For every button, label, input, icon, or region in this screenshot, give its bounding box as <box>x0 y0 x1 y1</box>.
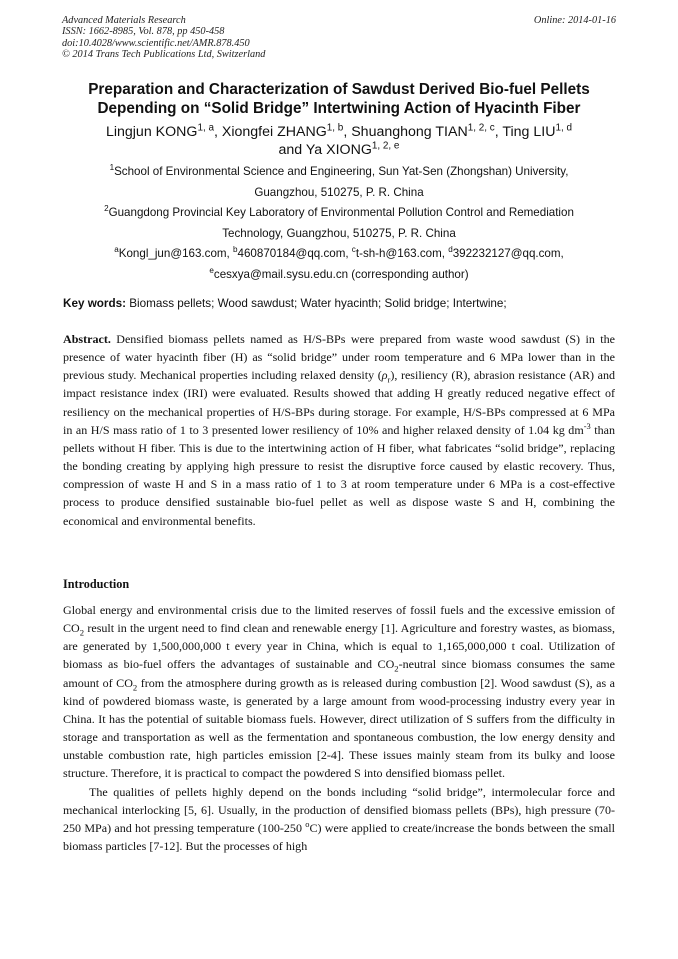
title-line-1: Preparation and Characterization of Sawdust Derived Bio-fuel Pellets <box>88 81 590 98</box>
abstract-text: ), resiliency (R), abrasion resistance (AR) and impact resistance index (IRI) were evaluated. Results showed that adding H greatly reduced negative effect of resiliency on the mechanical properties of H/S-BPs during storage. For example, H/S-BPs compressed at 6 MPa in an H/S mass ratio of 1 to 3 presented lower resiliency of 10% and higher relaxed density of 1.04 kg dm <box>63 368 615 437</box>
affiliation-text: School of Environmental Science and Engineering, Sun Yat-Sen (Zhongshan) University, <box>114 165 569 178</box>
paragraph-text: C) were applied to create/increase the bonds between the small biomass particles [7-12]. But the processes of high <box>63 820 615 854</box>
rho-subscript: r <box>387 374 391 385</box>
abstract-text: Densified biomass pellets named as H/S-BPs were prepared from waste wood sawdust (S) in the presence of water hyacinth fiber (H) as “solid bridge” under room temperature and 6 MPa lower than in the previous study. Mechanical properties including relaxed density ( <box>63 332 615 383</box>
paragraph-text: The qualities of pellets highly depend on the bonds including “solid bridge”, intermolecular force and mechanical interlocking [5, 6]. Usually, in the production of densified biomass pellets (BPs), high pressure (70-250 MPa) and hot pressing temperature (100-250 <box>63 784 615 835</box>
author-affil-marker: 1, d <box>555 122 573 134</box>
keywords-label: Key words: <box>63 297 126 310</box>
paper-title <box>40 80 638 118</box>
abstract-label: Abstract. <box>63 332 111 346</box>
author-name: Shuanghong TIAN <box>351 124 468 140</box>
author-separator: , <box>494 124 503 140</box>
abstract-text: than pellets without H fiber. This is due to the intertwining action of H fiber, what fabricates “solid bridge”, replacing the bonding creating by applying high pressure to resist the disruptive force caused by elastic recovery. Thus, compression of waste H and S in a mass ratio of 1 to 3 at room temperature under 6 MPa is a cost-effective process to produce densified sustainable bio-fuel pellet as well as dispose waste S and H, combining the economical and environmental benefits. <box>63 422 615 528</box>
journal-header <box>62 15 422 60</box>
affiliation-2 <box>40 203 638 224</box>
email-line <box>40 244 638 265</box>
abstract <box>63 330 615 530</box>
section-heading-introduction: Introduction <box>63 577 130 591</box>
co2-subscript: 2 <box>394 663 399 674</box>
co2-subscript: 2 <box>79 627 85 638</box>
author-name: Xiongfei ZHANG <box>221 124 327 140</box>
title-line-2: Depending on “Solid Bridge” Intertwining Action of Hyacinth Fiber <box>97 100 581 117</box>
email-marker: b <box>233 245 238 255</box>
email-marker: c <box>351 245 356 255</box>
author-name: Ting LIU <box>502 124 556 140</box>
unit-superscript: -3 <box>583 420 591 431</box>
author-name: Ya XIONG <box>305 142 372 158</box>
introduction-body <box>63 601 615 855</box>
email-marker: d <box>448 245 453 255</box>
author-affil-marker: 1, b <box>326 122 344 134</box>
email-address[interactable]: t-sh-h@163.com, <box>355 247 449 261</box>
affiliation-number: 1 <box>109 163 115 173</box>
online-date: Online: 2014-01-16 <box>533 15 616 26</box>
paragraph <box>63 783 615 856</box>
author-conjunction: and <box>278 142 306 158</box>
email-address[interactable]: 460870184@qq.com, <box>237 247 352 261</box>
keywords <box>63 296 623 311</box>
affiliation-number: 2 <box>104 204 109 214</box>
journal-name: Advanced Materials Research <box>62 15 186 26</box>
email-address[interactable]: cesxya@mail.sysu.edu.cn (corresponding author) <box>213 267 469 281</box>
issn-line: ISSN: 1662-8985, Vol. 878, pp 450-458 <box>62 26 225 38</box>
affiliation-1 <box>40 162 638 183</box>
paragraph-text: from the atmosphere during growth as is released during combustion [2]. Wood sawdust (S), as a kind of powdered biomass waste, is generated by a large amount from wood-processing industry every year in China. It has the potential of suitable biomass fuels. However, direct utilization of S suffers from the difficulty in storage and transportation as well as the fermentation and spontaneous combustion, the low energy density and unstable combustion rate, high particles emission [2-4]. These issues mainly steam from its bulky and loose structure. Therefore, it is practical to compact the powdered S into densified biomass pellet. <box>63 675 615 781</box>
email-line-2 <box>40 265 638 286</box>
author-affil-marker: 1, 2, e <box>371 140 400 152</box>
affiliation-2-cont: Technology, Guangzhou, 510275, P. R. China <box>222 226 456 240</box>
affiliation-text: Guangdong Provincial Key Laboratory of Environmental Pollution Control and Remediation <box>108 206 574 220</box>
paragraph-text: -neutral since biomass consumes the same amount of CO <box>63 657 615 690</box>
keywords-text: Biomass pellets; Wood sawdust; Water hyacinth; Solid bridge; Intertwine; <box>126 297 507 310</box>
author-affil-marker: 1, 2, c <box>467 122 495 134</box>
degree-superscript: o <box>305 818 310 829</box>
affiliations <box>40 162 638 286</box>
copyright-line: © 2014 Trans Tech Publications Ltd, Switzerland <box>62 48 266 60</box>
paragraph <box>63 601 615 783</box>
co2-subscript: 2 <box>132 682 138 693</box>
email-address[interactable]: Kongl_jun@163.com, <box>118 247 234 261</box>
email-marker: e <box>209 266 214 276</box>
doi-line: doi:10.4028/www.scientific.net/AMR.878.450 <box>62 37 250 49</box>
author-separator: , <box>214 124 222 140</box>
paragraph-text: result in the urgent need to find clean and renewable energy [1]. Agriculture and forestry wastes, as biomass, are generated by 1,500,000,000 t every year in China, which is equal to 1,165,000,000 t coal. Utilization of biomass as bio-fuel offers the advantages of sustainable and CO <box>63 621 615 672</box>
email-marker: a <box>114 245 119 255</box>
author-list <box>40 123 638 159</box>
paragraph-text: Global energy and environmental crisis due to the limited reserves of fossil fuels and the excessive emission of CO <box>63 603 615 636</box>
email-address[interactable]: 392232127@qq.com, <box>452 247 564 261</box>
rho-symbol: ρ <box>381 368 388 383</box>
author-name: Lingjun KONG <box>105 124 198 140</box>
affiliation-1-cont: Guangzhou, 510275, P. R. China <box>254 185 424 199</box>
author-separator: , <box>343 124 352 140</box>
author-affil-marker: 1, a <box>197 122 214 134</box>
